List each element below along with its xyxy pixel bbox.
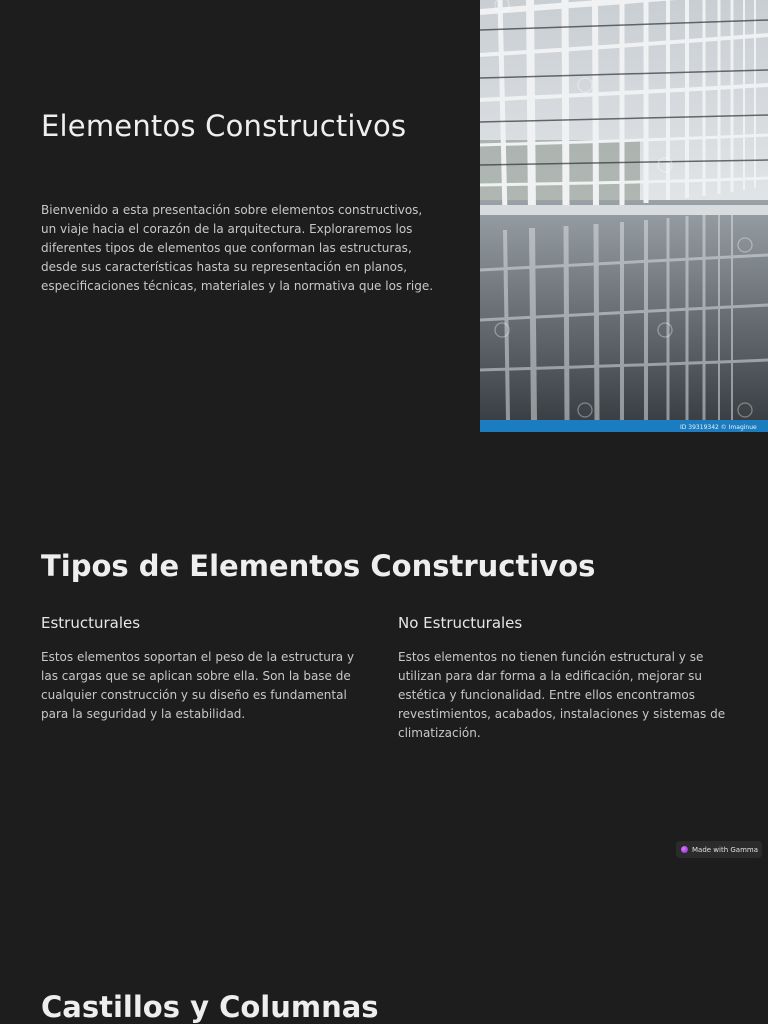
- non-structural-text: Estos elementos no tienen función estructural y se utilizan para dar forma a la edificación, mejorar su estética y funcionalidad. Entre ellos encontramos revestimientos, acabados, instalaciones y sistemas de climatización.: [398, 650, 726, 740]
- architecture-photo: [480, 0, 768, 432]
- intro-paragraph: Bienvenido a esta presentación sobre elementos constructivos, un viaje hacia el corazón de la arquitectura. Exploraremos los diferentes tipos de elementos que conforman las estructuras, desde sus características hasta su representación en planos, especificaciones técnicas, materiales y la normativa que los rige.: [41, 203, 434, 293]
- slide-title-tipos: Tipos de Elementos Constructivos: [41, 549, 596, 583]
- slide-title-elementos-constructivos: Elementos Constructivos: [41, 109, 407, 143]
- structural-heading: Estructurales: [41, 614, 141, 632]
- gamma-badge-label: Made with Gamma: [692, 845, 759, 854]
- made-with-gamma-badge[interactable]: [676, 841, 762, 858]
- structural-column: [41, 613, 371, 724]
- structural-text: Estos elementos soportan el peso de la estructura y las cargas que se aplican sobre ella. Son la base de cualquier construcción y su diseño es fundamental para la seguridad y la estabilidad.: [41, 650, 355, 721]
- gamma-logo-icon: [681, 846, 688, 853]
- non-structural-heading: No Estructurales: [398, 614, 523, 632]
- svg-text:ID 39319342 © Imaginue: ID 39319342 © Imaginue: [680, 424, 757, 431]
- non-structural-column: [398, 613, 728, 743]
- slide-title-castillos: Castillos y Columnas: [41, 990, 379, 1024]
